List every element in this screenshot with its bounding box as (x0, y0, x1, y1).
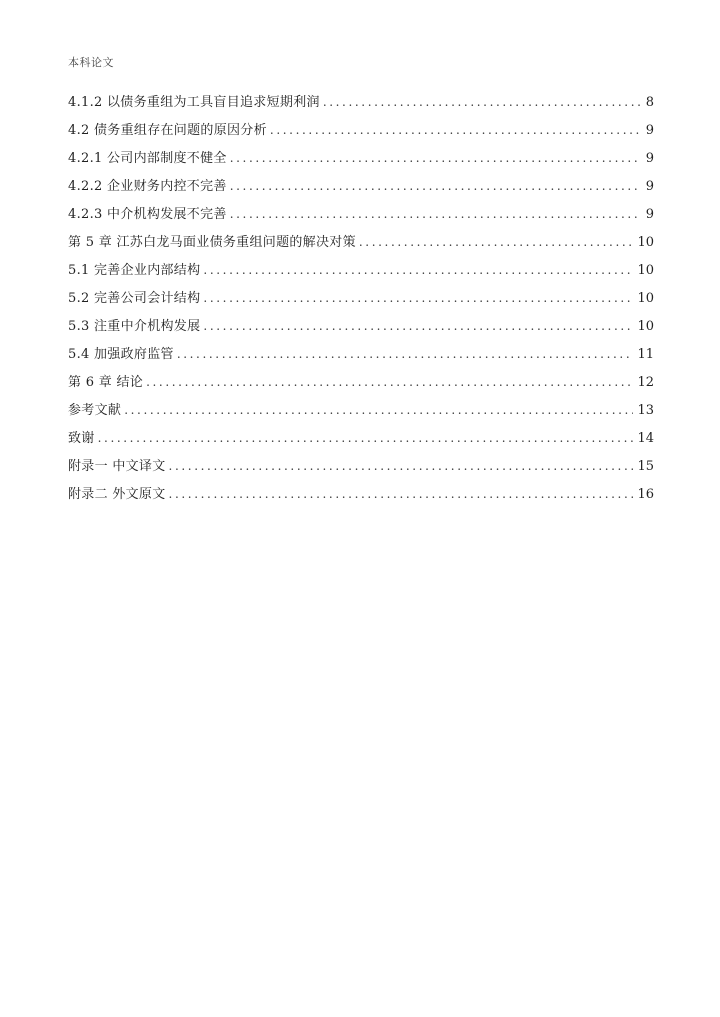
toc-leader-dots (270, 116, 640, 144)
toc-leader-dots (98, 424, 634, 452)
table-of-contents (68, 88, 654, 508)
toc-entry-page: 9 (645, 179, 654, 194)
toc-entry-page: 8 (645, 95, 654, 110)
toc-leader-dots (124, 396, 633, 424)
toc-entry (68, 284, 654, 312)
toc-entry-title: 第 5 章 江苏白龙马面业债务重组问题的解决对策 (68, 235, 356, 250)
toc-entry (68, 424, 654, 452)
toc-entry-page: 9 (645, 207, 654, 222)
toc-entry (68, 452, 654, 480)
toc-entry-title: 4.2.1 公司内部制度不健全 (68, 151, 227, 166)
toc-entry-title: 4.2 债务重组存在问题的原因分析 (68, 123, 267, 138)
toc-entry (68, 116, 654, 144)
toc-entry-page: 12 (637, 375, 654, 390)
toc-entry (68, 172, 654, 200)
toc-entry-title: 4.2.3 中介机构发展不完善 (68, 207, 227, 222)
toc-entry (68, 144, 654, 172)
toc-entry-page: 11 (637, 347, 654, 362)
toc-leader-dots (359, 228, 634, 256)
toc-entry (68, 200, 654, 228)
toc-entry-page: 14 (637, 431, 654, 446)
toc-entry (68, 228, 654, 256)
toc-entry-page: 10 (637, 319, 654, 334)
toc-entry-title: 4.1.2 以债务重组为工具盲目追求短期利润 (68, 95, 320, 110)
toc-leader-dots (323, 88, 640, 116)
toc-leader-dots (230, 200, 640, 228)
toc-leader-dots (169, 480, 634, 508)
toc-leader-dots (177, 340, 634, 368)
toc-entry-title: 5.3 注重中介机构发展 (68, 319, 201, 334)
toc-entry-title: 附录一 中文译文 (68, 459, 166, 474)
toc-entry-title: 附录二 外文原文 (68, 487, 166, 502)
toc-leader-dots (146, 368, 633, 396)
toc-entry-title: 5.2 完善公司会计结构 (68, 291, 201, 306)
toc-leader-dots (230, 172, 640, 200)
toc-leader-dots (203, 312, 633, 340)
toc-entry-page: 9 (645, 123, 654, 138)
toc-entry (68, 340, 654, 368)
toc-entry (68, 88, 654, 116)
toc-entry-page: 10 (637, 235, 654, 250)
toc-leader-dots (230, 144, 640, 172)
toc-entry-page: 15 (637, 459, 654, 474)
toc-entry-page: 10 (637, 291, 654, 306)
toc-entry-page: 9 (645, 151, 654, 166)
toc-entry-title: 4.2.2 企业财务内控不完善 (68, 179, 227, 194)
toc-entry (68, 480, 654, 508)
toc-entry-title: 5.1 完善企业内部结构 (68, 263, 201, 278)
toc-entry-title: 参考文献 (68, 403, 122, 418)
toc-entry-title: 致谢 (68, 431, 95, 446)
toc-entry (68, 312, 654, 340)
toc-entry-title: 第 6 章 结论 (68, 375, 144, 390)
toc-entry-page: 10 (637, 263, 654, 278)
toc-entry (68, 396, 654, 424)
toc-leader-dots (169, 452, 634, 480)
toc-entry-page: 13 (637, 403, 654, 418)
toc-entry-page: 16 (637, 487, 654, 502)
toc-entry (68, 368, 654, 396)
toc-leader-dots (203, 256, 633, 284)
toc-entry (68, 256, 654, 284)
running-header: 本科论文 (68, 56, 114, 69)
toc-leader-dots (203, 284, 633, 312)
toc-entry-title: 5.4 加强政府监管 (68, 347, 174, 362)
